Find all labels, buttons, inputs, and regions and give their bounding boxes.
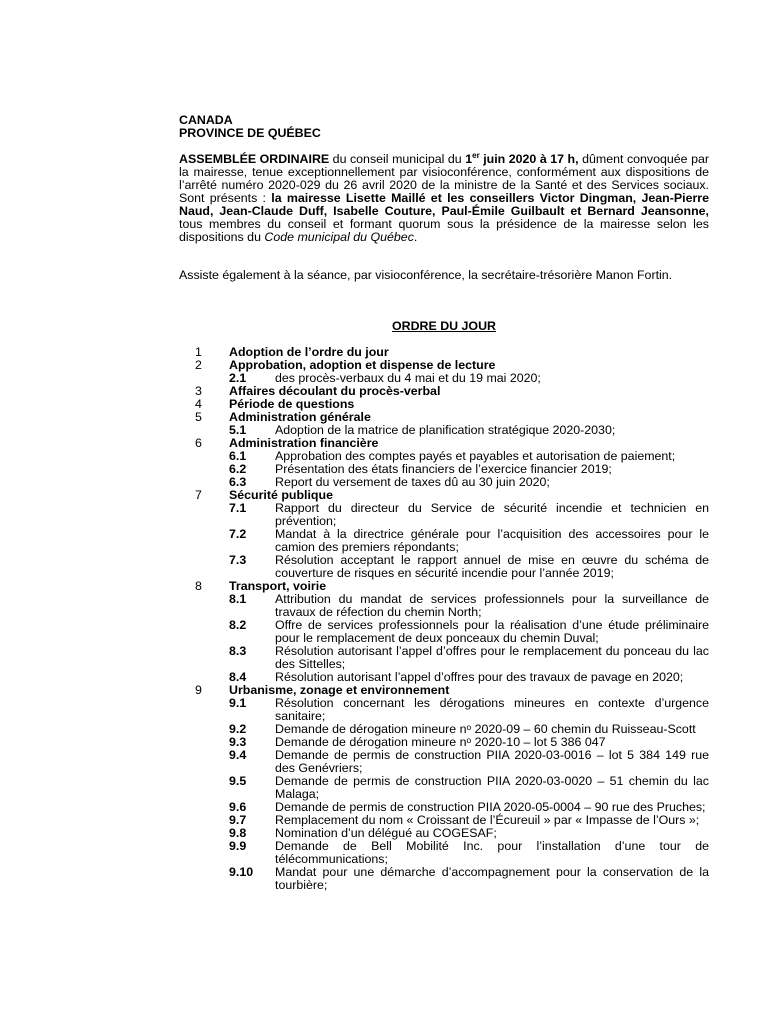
agenda-item xyxy=(179,840,709,866)
agenda-item xyxy=(179,697,709,723)
agenda-section-title: Urbanisme, zonage et environnement xyxy=(229,683,450,697)
agenda-item-text: Mandat pour une démarche d’accompagnement pour la conservation de la tourbière; xyxy=(275,865,709,892)
agenda-item xyxy=(179,593,709,619)
agenda-item xyxy=(179,528,709,554)
agenda-item-number: 9.10 xyxy=(229,865,254,879)
intro-text-a: du conseil municipal du xyxy=(329,152,466,166)
agenda-item xyxy=(179,619,709,645)
agenda-item-number: 8.3 xyxy=(229,644,247,658)
agenda-section-title: Sécurité publique xyxy=(229,488,333,502)
agenda-section-number: 5 xyxy=(195,410,202,424)
agenda-item xyxy=(179,749,709,775)
agenda-item-text: Rapport du directeur du Service de sécurité incendie et technicien en prévention; xyxy=(275,501,709,528)
agenda-title: ORDRE DU JOUR xyxy=(392,319,496,333)
agenda-item-text: Mandat à la directrice générale pour l’acquisition des accessoires pour le camion des premiers répondants; xyxy=(275,527,709,554)
code-reference: Code municipal du Québec xyxy=(264,230,414,244)
agenda-item-text: Demande de Bell Mobilité Inc. pour l’installation d’une tour de télécommunications; xyxy=(275,839,709,866)
agenda-item-number: 9.3 xyxy=(229,735,247,749)
agenda-item-number: 2.1 xyxy=(229,371,247,385)
agenda-item-text: Demande de dérogation mineure nᵒ 2020-10 – lot 5 386 047 xyxy=(275,735,606,749)
agenda-item xyxy=(179,866,709,892)
agenda-item-number: 6.3 xyxy=(229,475,247,489)
agenda-item xyxy=(179,775,709,801)
agenda-item-text: Demande de dérogation mineure nᵒ 2020-09 – 60 chemin du Ruisseau-Scott xyxy=(275,722,696,736)
agenda-item-text: Adoption de la matrice de planification stratégique 2020-2030; xyxy=(275,423,616,437)
agenda-section-title: Approbation, adoption et dispense de lecture xyxy=(229,358,496,372)
agenda-item-number: 7.2 xyxy=(229,527,247,541)
attendance-paragraph: Assiste également à la séance, par visioconférence, la secrétaire-trésorière Manon Fortin. xyxy=(179,268,673,282)
agenda-section-number: 3 xyxy=(195,384,202,398)
date-ordinal: er xyxy=(472,150,480,160)
agenda-item-number: 9.4 xyxy=(229,748,247,762)
agenda-item-number: 7.1 xyxy=(229,501,247,515)
agenda-item-text: Demande de permis de construction PIIA 2020-03-0020 – 51 chemin du lac Malaga; xyxy=(275,774,709,801)
agenda-item xyxy=(179,502,709,528)
agenda-item-text: Attribution du mandat de services professionnels pour la surveillance de travaux de réfection du chemin North; xyxy=(275,592,709,619)
document-header xyxy=(179,114,709,140)
intro-text-c: tous membres du conseil et formant quorum sous la présidence de la mairesse selon les dispositions du xyxy=(179,217,709,244)
agenda-item-number: 6.2 xyxy=(229,462,247,476)
agenda-item-text: Report du versement de taxes dû au 30 juin 2020; xyxy=(275,475,550,489)
agenda-item-number: 9.8 xyxy=(229,826,247,840)
agenda-section-number: 4 xyxy=(195,397,202,411)
agenda-section-number: 1 xyxy=(195,345,202,359)
agenda-item-number: 9.7 xyxy=(229,813,247,827)
agenda-item-number: 8.2 xyxy=(229,618,247,632)
agenda-item-text: des procès-verbaux du 4 mai et du 19 mai 2020; xyxy=(275,371,541,385)
agenda-item-number: 9.2 xyxy=(229,722,247,736)
agenda-item-text: Approbation des comptes payés et payables et autorisation de paiement; xyxy=(275,449,676,463)
meeting-date xyxy=(465,152,578,166)
intro-text-b: dûment convoquée par la mairesse, tenue exceptionnellement par visioconférence, conformément aux dispositions de l’arrêté numéro 2020-029 du 26 avril 2020 de la ministre de la Santé et des Services sociaux. Sont présents : xyxy=(179,152,709,205)
date-rest: juin 2020 à 17 h, xyxy=(479,152,579,166)
agenda-item-number: 6.1 xyxy=(229,449,247,463)
header-country: CANADA xyxy=(179,113,233,127)
agenda-section-number: 9 xyxy=(195,683,202,697)
present-members: la mairesse Lisette Maillé et les conseillers Victor Dingman, Jean-Pierre Naud, Jean-Claude Duff, Isabelle Couture, Paul-Émile Guilbault et Bernard Jeansonne, xyxy=(179,191,709,218)
agenda-section-number: 6 xyxy=(195,436,202,450)
agenda-item-text: Présentation des états financiers de l’exercice financier 2019; xyxy=(275,462,612,476)
agenda-item-text: Demande de permis de construction PIIA 2020-03-0016 – lot 5 384 149 rue des Genévriers; xyxy=(275,748,709,775)
assembly-label: ASSEMBLÉE ORDINAIRE xyxy=(179,152,330,166)
agenda-section-title: Adoption de l’ordre du jour xyxy=(229,345,389,359)
agenda-item-text: Demande de permis de construction PIIA 2020-05-0004 – 90 rue des Pruches; xyxy=(275,800,706,814)
agenda-section-title: Transport, voirie xyxy=(229,579,327,593)
agenda-section-title: Administration financière xyxy=(229,436,379,450)
agenda-item-number: 7.3 xyxy=(229,553,247,567)
agenda-item-text: Résolution acceptant le rapport annuel de mise en œuvre du schéma de couverture de risques en sécurité incendie pour l’année 2019; xyxy=(275,553,709,580)
agenda-item-text: Résolution autorisant l’appel d’offres pour des travaux de pavage en 2020; xyxy=(275,670,684,684)
agenda-item-text: Nomination d’un délégué au COGESAF; xyxy=(275,826,497,840)
agenda-item-number: 5.1 xyxy=(229,423,247,437)
agenda-section-title: Administration générale xyxy=(229,410,371,424)
date-day: 1 xyxy=(465,152,473,166)
agenda-item-number: 9.6 xyxy=(229,800,247,814)
agenda-section-number: 7 xyxy=(195,488,202,502)
agenda-item-text: Remplacement du nom « Croissant de l’Écureuil » par « Impasse de l’Ours »; xyxy=(275,813,700,827)
header-province: PROVINCE DE QUÉBEC xyxy=(179,126,321,140)
agenda-item-number: 9.9 xyxy=(229,839,247,853)
agenda-item-text: Résolution autorisant l’appel d’offres pour le remplacement du ponceau du lac des Sittelles; xyxy=(275,644,709,671)
agenda-item-number: 9.5 xyxy=(229,774,247,788)
agenda-item-number: 8.4 xyxy=(229,670,247,684)
agenda-item xyxy=(179,645,709,671)
meeting-intro-paragraph xyxy=(179,150,709,244)
agenda-item-number: 9.1 xyxy=(229,696,247,710)
agenda-section-number: 8 xyxy=(195,579,202,593)
agenda-section-title: Période de questions xyxy=(229,397,355,411)
agenda-list xyxy=(179,346,709,892)
agenda-section-number: 2 xyxy=(195,358,202,372)
agenda-item-text: Offre de services professionnels pour la réalisation d’une étude préliminaire pour le remplacement de deux ponceaux du chemin Duval; xyxy=(275,618,709,645)
intro-text-d: . xyxy=(413,230,418,244)
agenda-item xyxy=(179,554,709,580)
agenda-section-title: Affaires découlant du procès-verbal xyxy=(229,384,441,398)
agenda-item-number: 8.1 xyxy=(229,592,247,606)
agenda-item-text: Résolution concernant les dérogations mineures en contexte d’urgence sanitaire; xyxy=(275,696,709,723)
